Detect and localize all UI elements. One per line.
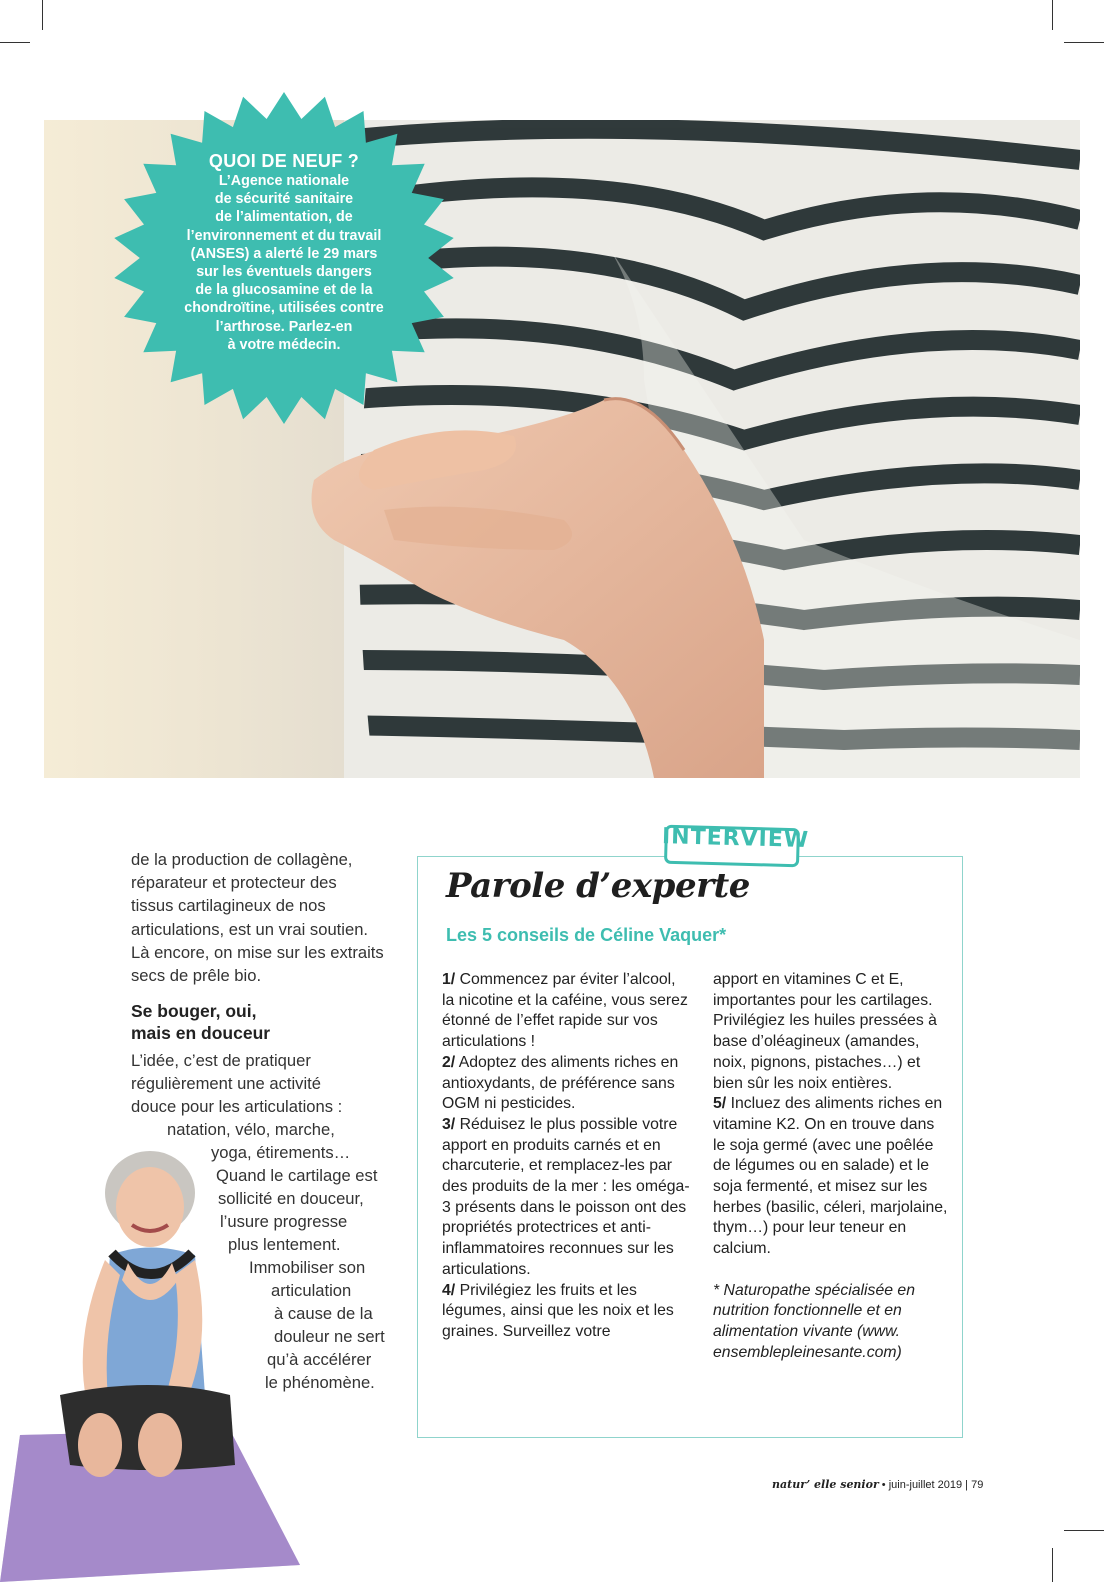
crop-mark <box>1052 1548 1053 1582</box>
tip-number: 2/ <box>442 1053 456 1071</box>
body-line: tissus cartilagineux de nos <box>131 896 326 916</box>
body-line: plus lentement. <box>228 1235 341 1254</box>
left-column-intro <box>131 848 401 987</box>
body-line: régulièrement une activité <box>131 1074 322 1093</box>
burst-line: L’Agence nationale <box>218 173 350 189</box>
burst-line: de l’alimentation, de <box>215 209 353 226</box>
burst-line: l’environnement et du travail <box>186 227 382 244</box>
burst-line: chondroïtine, utilisées contre <box>184 300 384 317</box>
tip-text: Adoptez des aliments riches en antioxydants, de préférence sans OGM ni pesticides. <box>442 1053 679 1113</box>
body-line: articulation <box>271 1281 352 1300</box>
tip-number: 3/ <box>442 1115 456 1133</box>
burst-line: sur les éventuels dangers <box>196 264 372 281</box>
burst-line: de sécurité sanitaire <box>214 191 354 208</box>
body-line: secs de prêle bio. <box>131 966 262 986</box>
page-footer <box>772 1478 983 1491</box>
starburst-text <box>150 150 418 354</box>
crop-mark <box>1052 0 1053 30</box>
burst-line: de la glucosamine et de la <box>195 282 373 299</box>
tip-item <box>442 970 692 1053</box>
body-line: natation, vélo, marche, <box>167 1120 335 1139</box>
tip-text: Incluez des aliments riches en vitamine K2. On en trouve dans le soja germé (avec une poêlée de légumes ou en salade) et le soja fermenté, et misez sur les herbes (basilic, céleri, marjolaine, thym…) pour leur teneur en calcium. <box>713 1095 948 1258</box>
interview-stamp-label: INTERVIEW <box>661 824 810 854</box>
subhead-line: mais en douceur <box>131 1023 271 1043</box>
tip-continuation: apport en vitamines C et E, importantes pour les cartilages. Privilégiez les huiles pressées à base d’oléagineux (amandes, noix, pignons, pistaches…) et bien sûr les noix entières. <box>713 971 937 1092</box>
body-line: douce pour les articulations : <box>131 1097 343 1116</box>
tip-text: Commencez par éviter l’alcool, la nicotine et la caféine, vous serez étonné de l’effet rapide sur vos articulations ! <box>442 971 688 1051</box>
body-line: douleur ne sert <box>274 1327 385 1346</box>
crop-mark <box>0 42 30 43</box>
crop-mark <box>42 0 43 30</box>
body-line: qu’à accélérer <box>267 1350 372 1369</box>
issue-date: • juin-juillet 2019 | <box>878 1479 972 1491</box>
tip-item <box>442 1281 692 1343</box>
burst-line: l’arthrose. Parlez-en <box>215 318 353 335</box>
body-line: articulations, est un vrai soutien. <box>131 919 369 939</box>
tip-item <box>442 1053 692 1115</box>
body-line: yoga, étirements… <box>211 1143 351 1162</box>
tip-text: Réduisez le plus possible votre apport en produits carnés et en charcuterie, et remplacez-les par des produits de la mer : les oméga-3 présents dans le poisson ont des propriétés protectrices et anti-inflammatoires reconnues sur les articulations. <box>442 1115 690 1278</box>
tip-text: Privilégiez les fruits et les légumes, ainsi que les noix et les graines. Surveillez votre <box>442 1281 674 1340</box>
crop-mark <box>1064 1530 1104 1531</box>
body-line: à cause de la <box>274 1304 373 1323</box>
interview-title: Parole d’experte <box>446 866 750 906</box>
body-line: l’usure progresse <box>220 1212 348 1231</box>
body-line: Immobiliser son <box>249 1258 366 1277</box>
tip-number: 5/ <box>713 1095 727 1113</box>
page-number: 79 <box>971 1479 984 1491</box>
yoga-woman-photo <box>0 1145 310 1582</box>
body-line: de la production de collagène, <box>131 850 353 869</box>
magazine-name: natur’ elle senior <box>772 1478 879 1491</box>
burst-line: (ANSES) a alerté le 29 mars <box>190 245 378 262</box>
body-line: Là encore, on mise sur les extraits <box>131 942 384 962</box>
subhead-line: Se bouger, oui, <box>131 1001 257 1021</box>
crop-mark <box>1064 42 1104 43</box>
interview-subtitle: Les 5 conseils de Céline Vaquer* <box>446 925 727 945</box>
body-line: réparateur et protecteur des <box>131 873 337 893</box>
section-subheading <box>131 1000 391 1044</box>
interview-column-1 <box>442 970 692 1343</box>
burst-line: à votre médecin. <box>227 336 341 353</box>
tip-item <box>713 1094 949 1260</box>
tip-number: 4/ <box>442 1281 456 1299</box>
body-line: sollicité en douceur, <box>218 1189 364 1208</box>
starburst-title: QUOI DE NEUF ? <box>208 151 360 171</box>
body-line: L’idée, c’est de pratiquer <box>131 1051 311 1070</box>
body-line: Quand le cartilage est <box>216 1166 378 1185</box>
tip-number: 1/ <box>442 971 456 988</box>
interview-column-2 <box>713 970 949 1363</box>
expert-footnote: * Naturopathe spécialisée en nutrition fonctionnelle et en alimentation vivante (www. ensemblepleinesante.com) <box>713 1281 915 1361</box>
tip-item <box>442 1115 692 1281</box>
body-line: le phénomène. <box>265 1373 375 1392</box>
